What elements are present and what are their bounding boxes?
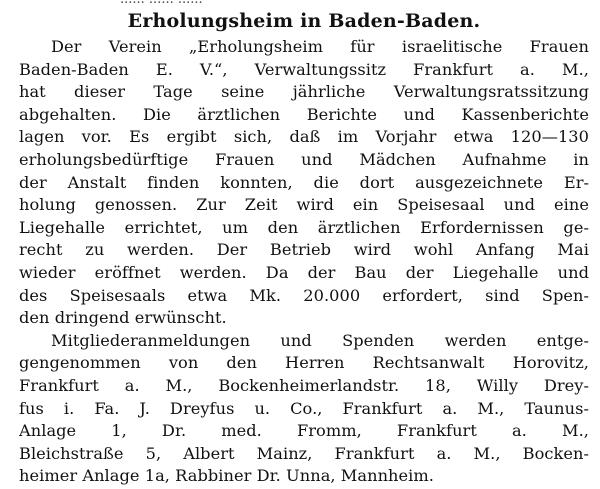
paragraph-1-line: Der Verein „Erholungsheim für israelitische Frauen [51,37,589,56]
paragraph-1-line: lagen vor. Es ergibt sich, daß im Vorjahr etwa 120—130 [19,127,589,147]
paragraph-1-line: Baden-Baden E. V.“, Verwaltungssitz Frankfurt a. M., [19,59,589,79]
paragraph-2-line: Bleichstraße 5, Albert Mainz, Frankfurt a. M., Bocken- [19,443,589,463]
paragraph-2-line: gengenommen von den Herren Rechtsanwalt Horovitz, [19,353,589,373]
paragraph-1-line: erholungsbedürftige Frauen und Mädchen Aufnahme in [19,149,589,169]
paragraph-1-line: Liegehalle errichtet, um den ärztlichen Erfordernissen ge- [19,217,589,237]
paragraph-2-line: Anlage 1, Dr. med. Fromm, Frankfurt a. M., [19,421,589,441]
clipped-previous-text [0,0,600,5]
paragraph-2-line: fus i. Fa. J. Dreyfus u. Co., Frankfurt a. M., Taunus- [19,398,589,418]
paragraph-2 [19,330,589,488]
clipped-previous-line [0,0,600,5]
paragraph-1 [19,36,589,330]
paragraph-1-line: holung genossen. Zur Zeit wird ein Speisesaal und eine [19,195,589,215]
paragraph-2-line: heimer Anlage 1a, Rabbiner Dr. Unna, Mannheim. [19,466,434,486]
article-headline: Erholungsheim in Baden-Baden. [127,10,481,32]
article [19,6,589,488]
paragraph-1-line: recht zu werden. Der Betrieb wird wohl Anfang Mai [19,240,589,260]
paragraph-1-line: der Anstalt finden konnten, die dort ausgezeichnete Er- [19,172,589,192]
paragraph-1-line: abgehalten. Die ärztlichen Berichte und Kassenberichte [19,104,589,124]
paragraph-1-line: hat dieser Tage seine jährliche Verwaltungsratssitzung [19,82,589,102]
paragraph-2-line: Frankfurt a. M., Bockenheimerlandstr. 18, Willy Drey- [19,375,589,395]
paragraph-1-line: des Speisesaals etwa Mk. 20.000 erfordert, sind Spen- [19,285,589,305]
paragraph-1-line: wieder eröffnet werden. Da der Bau der Liegehalle und [19,262,589,282]
paragraph-1-line: den dringend erwünscht. [19,308,227,328]
paragraph-2-line: Mitgliederanmeldungen und Spenden werden entge- [51,330,589,350]
